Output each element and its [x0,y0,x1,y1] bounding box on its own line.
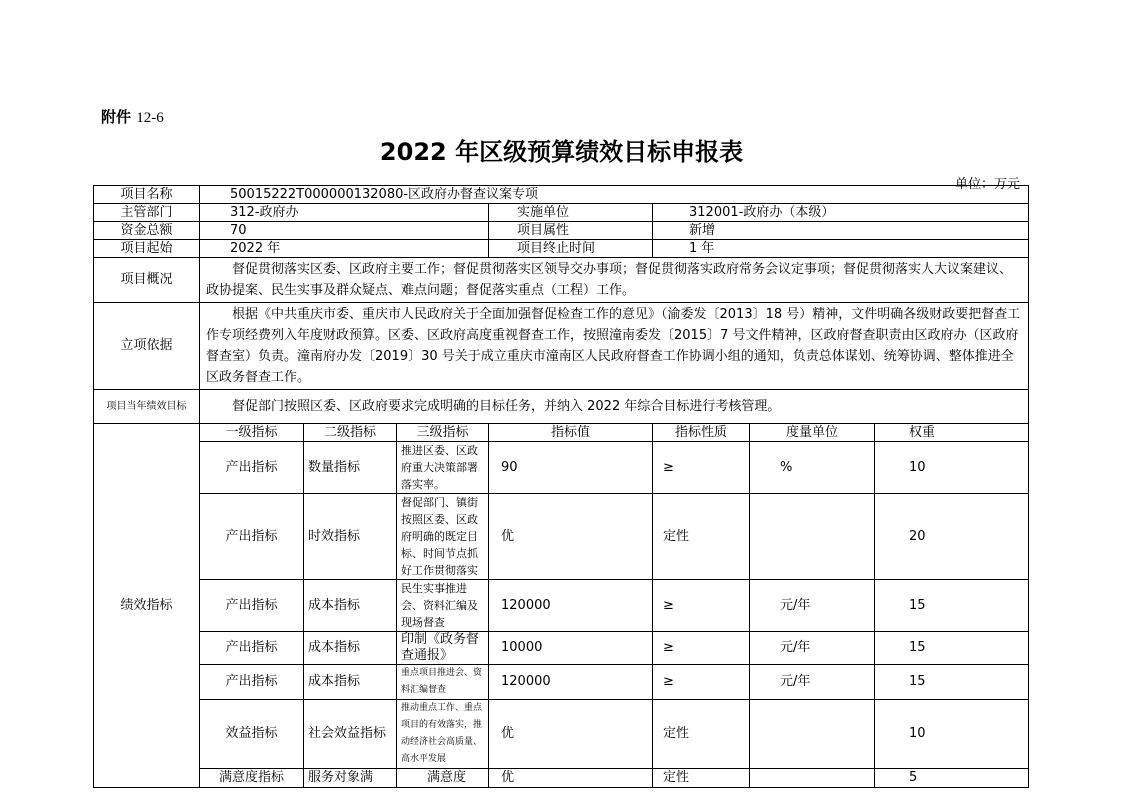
perf-l1: 产出指标 [200,442,304,494]
attr-label: 项目属性 [489,222,653,240]
perf-header-row [94,424,1029,442]
impl-value: 312001-政府办（本级） [653,204,1029,222]
perf-l2: 成本指标 [304,665,397,700]
perf-unit: % [750,442,875,494]
dept-value: 312-政府办 [200,204,489,222]
perf-value: 120000 [489,665,653,700]
perf-l3: 满意度 [397,769,489,788]
perf-l1: 产出指标 [200,580,304,632]
perf-nature: 定性 [653,494,750,580]
perf-l1: 满意度指标 [200,769,304,788]
perf-weight: 15 [875,632,1029,665]
goal-text: 督促部门按照区委、区政府要求完成明确的目标任务，并纳入 2022 年综合目标进行考核管理。 [200,390,1029,424]
perf-l3: 推动重点工作、重点项目的有效落实，推动经济社会高质量、高水平发展 [397,700,489,769]
overview-label: 项目概况 [94,258,200,303]
end-label: 项目终止时间 [489,240,653,258]
perf-unit [750,769,875,788]
end-value: 1 年 [653,240,1029,258]
perf-unit [750,494,875,580]
unit-label: 单位：万元 [954,177,1020,192]
start-label: 项目起始 [94,240,200,258]
perf-l1: 产出指标 [200,494,304,580]
row-project-name [94,186,1029,204]
page-title: 2022 年区级预算绩效目标申报表 [379,138,744,166]
perf-unit: 元/年 [750,632,875,665]
perf-l2: 数量指标 [304,442,397,494]
table-row [94,494,1029,580]
overview-text: 督促贯彻落实区委、区政府主要工作；督促贯彻落实区领导交办事项；督促贯彻落实政府常务会议定事项；督促贯彻落实人大议案建议、政协提案、民生实事及群众疑点、难点问题；督促落实重点（工程）工作。 [200,258,1029,303]
perf-l2: 成本指标 [304,632,397,665]
perf-label: 绩效指标 [94,424,200,788]
perf-l3: 民生实事推进会、资料汇编及现场督查 [397,580,489,632]
perf-value: 90 [489,442,653,494]
attr-value: 新增 [653,222,1029,240]
perf-unit: 元/年 [750,580,875,632]
project-name-value: 50015222T000000132080-区政府办督查议案专项 [200,186,1029,204]
perf-header-l2: 二级指标 [304,424,397,442]
perf-unit: 元/年 [750,665,875,700]
amount-label: 资金总额 [94,222,200,240]
perf-l3: 重点项目推进会、资料汇编督查 [397,665,489,700]
basis-label: 立项依据 [94,303,200,390]
perf-weight: 20 [875,494,1029,580]
perf-header-value: 指标值 [489,424,653,442]
attachment-prefix: 附件 [101,108,132,126]
row-overview [94,258,1029,303]
perf-l1: 产出指标 [200,632,304,665]
perf-nature: ≥ [653,665,750,700]
perf-header-weight: 权重 [875,424,1029,442]
table-row [94,769,1029,788]
row-basis [94,303,1029,390]
attachment-label [101,106,164,127]
perf-header-nature: 指标性质 [653,424,750,442]
perf-l1: 效益指标 [200,700,304,769]
start-value: 2022 年 [200,240,489,258]
perf-value: 优 [489,494,653,580]
perf-l3: 督促部门、镇街按照区委、区政府明确的既定目标、时间节点抓好工作贯彻落实 [397,494,489,580]
perf-weight: 15 [875,665,1029,700]
perf-header-l3: 三级指标 [397,424,489,442]
perf-weight: 15 [875,580,1029,632]
perf-nature: ≥ [653,442,750,494]
perf-header-l1: 一级指标 [200,424,304,442]
dept-label: 主管部门 [94,204,200,222]
row-dept [94,204,1029,222]
perf-weight: 10 [875,442,1029,494]
impl-label: 实施单位 [489,204,653,222]
perf-l3: 印制《政务督查通报》 [397,632,489,665]
perf-l2: 社会效益指标 [304,700,397,769]
perf-value: 120000 [489,580,653,632]
basis-text: 根据《中共重庆市委、重庆市人民政府关于全面加强督促检查工作的意见》（渝委发〔2013〕18 号）精神，文件明确各级财政要把督查工作专项经费列入年度财政预算。区委、区政府高度重视督查工作，按照潼南委发〔2015〕7 号文件精神，区政府督查职责由区政府办（区政府督查室）负责。潼南府办发〔2019〕30 号关于成立重庆市潼南区人民政府督查工作协调小组的通知，负责总体谋划、统筹协调、整体推进全区政务督查工作。 [200,303,1029,390]
perf-value: 优 [489,769,653,788]
goal-label: 项目当年绩效目标 [94,390,200,424]
perf-l3: 推进区委、区政府重大决策部署落实率。 [397,442,489,494]
perf-weight: 10 [875,700,1029,769]
perf-nature: ≥ [653,632,750,665]
perf-nature: 定性 [653,700,750,769]
attachment-number: 12-6 [136,110,164,126]
perf-value: 优 [489,700,653,769]
perf-l2: 服务对象满 [304,769,397,788]
budget-form-table [93,185,1029,788]
row-amount [94,222,1029,240]
perf-l2: 时效指标 [304,494,397,580]
table-row [94,700,1029,769]
row-goal [94,390,1029,424]
row-period [94,240,1029,258]
amount-value: 70 [200,222,489,240]
perf-header-unit: 度量单位 [750,424,875,442]
perf-value: 10000 [489,632,653,665]
perf-unit [750,700,875,769]
project-name-label: 项目名称 [94,186,200,204]
table-row [94,580,1029,632]
perf-l1: 产出指标 [200,665,304,700]
table-row [94,632,1029,665]
table-row [94,665,1029,700]
perf-nature: ≥ [653,580,750,632]
perf-weight: 5 [875,769,1029,788]
perf-nature: 定性 [653,769,750,788]
perf-l2: 成本指标 [304,580,397,632]
table-row [94,442,1029,494]
